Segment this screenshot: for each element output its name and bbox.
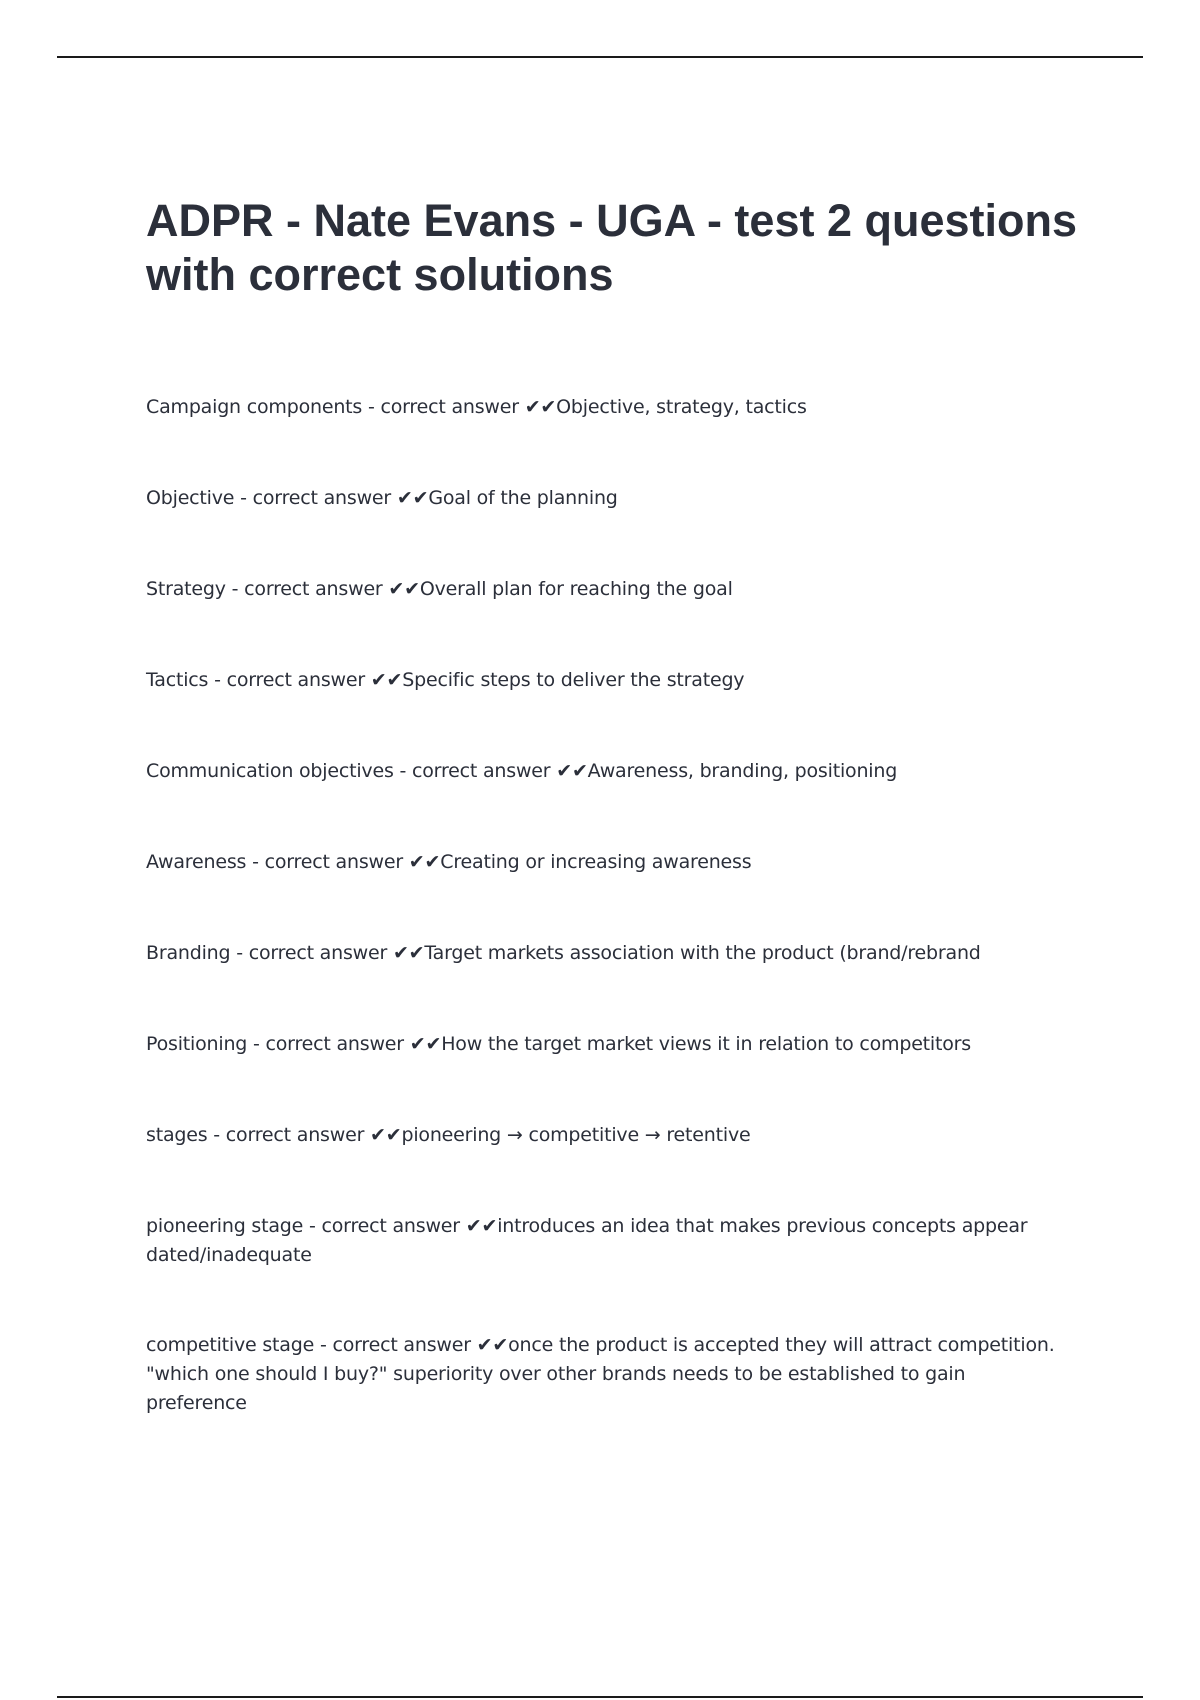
qa-answer: pioneering → competitive → retentive (401, 1124, 751, 1146)
qa-answer: Specific steps to deliver the strategy (402, 669, 745, 691)
qa-separator: - correct answer ✔✔ (230, 942, 425, 964)
qa-term: Branding (146, 942, 231, 964)
qa-term: Tactics (146, 669, 209, 691)
qa-term: Strategy (146, 578, 226, 600)
qa-item (146, 757, 1066, 786)
qa-separator: - correct answer ✔✔ (362, 396, 557, 418)
qa-separator: - correct answer ✔✔ (303, 1215, 498, 1237)
qa-item (146, 939, 1066, 968)
qa-item (146, 1212, 1066, 1270)
qa-item (146, 1331, 1066, 1418)
qa-answer: once the product is accepted they will attract competition. "which one should I buy?" superiority over other brands needs to be established to gain preference (146, 1334, 1055, 1414)
qa-separator: - correct answer ✔✔ (246, 851, 441, 873)
qa-answer: Objective, strategy, tactics (556, 396, 807, 418)
qa-term: Objective (146, 487, 235, 509)
qa-term: Campaign components (146, 396, 363, 418)
qa-answer: How the target market views it in relation to competitors (441, 1033, 971, 1055)
qa-term: competitive stage (146, 1334, 315, 1356)
qa-item (146, 666, 1066, 695)
qa-item (146, 1121, 1066, 1150)
qa-item (146, 393, 1066, 422)
qa-answer: Overall plan for reaching the goal (419, 578, 733, 600)
qa-separator: - correct answer ✔✔ (234, 487, 429, 509)
qa-separator: - correct answer ✔✔ (225, 578, 420, 600)
qa-item (146, 1030, 1066, 1059)
qa-separator: - correct answer ✔✔ (207, 1124, 402, 1146)
qa-item (146, 575, 1066, 604)
qa-item (146, 848, 1066, 877)
qa-term: pioneering stage (146, 1215, 304, 1237)
page-title: ADPR - Nate Evans - UGA - test 2 questions with correct solutions (146, 195, 1078, 300)
qa-answer: Creating or increasing awareness (440, 851, 752, 873)
qa-separator: - correct answer ✔✔ (247, 1033, 442, 1055)
qa-separator: - correct answer ✔✔ (314, 1334, 509, 1356)
qa-answer: Awareness, branding, positioning (587, 760, 898, 782)
top-rule (57, 56, 1143, 58)
qa-term: Positioning (146, 1033, 248, 1055)
qa-answer: Target markets association with the product (brand/rebrand (424, 942, 981, 964)
qa-answer: Goal of the planning (428, 487, 618, 509)
qa-term: stages (146, 1124, 208, 1146)
qa-term: Awareness (146, 851, 247, 873)
qa-item (146, 484, 1066, 513)
qa-separator: - correct answer ✔✔ (208, 669, 403, 691)
qa-term: Communication objectives (146, 760, 394, 782)
bottom-rule (57, 1696, 1143, 1698)
qa-answer: introduces an idea that makes previous concepts appear dated/inadequate (146, 1215, 1028, 1266)
qa-separator: - correct answer ✔✔ (393, 760, 588, 782)
